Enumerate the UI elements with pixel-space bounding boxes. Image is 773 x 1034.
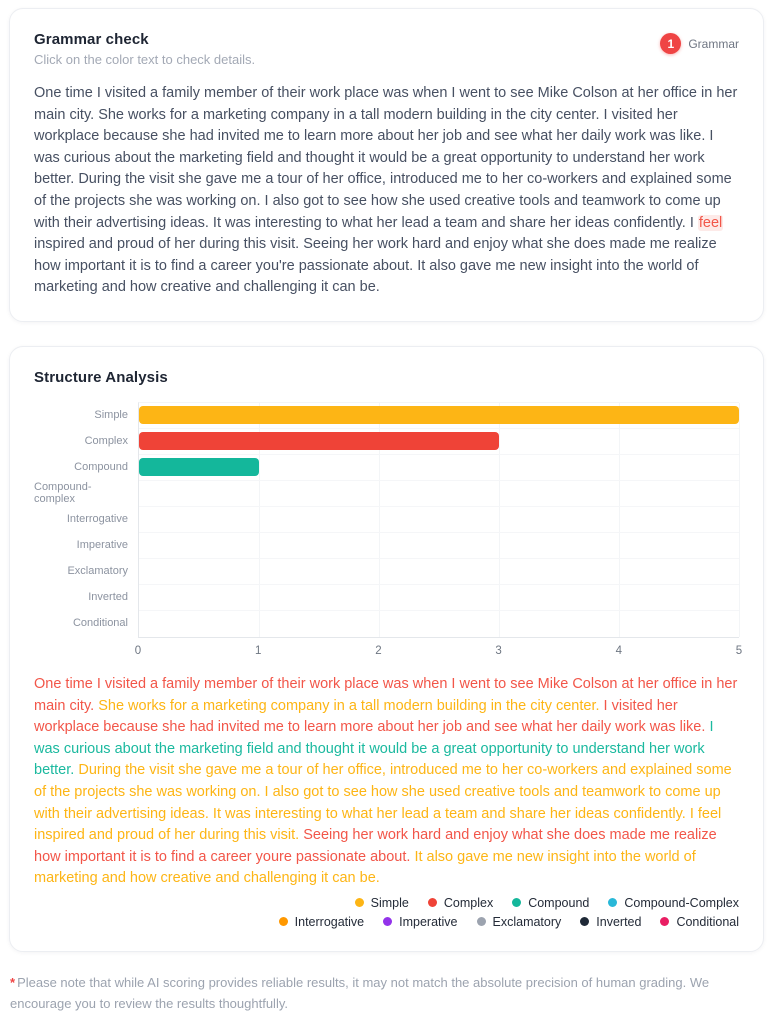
essay-text [34, 83, 739, 299]
legend-label: Inverted [596, 914, 642, 929]
grammar-badge-label: Grammar [688, 36, 739, 51]
legend-item-exclamatory[interactable] [477, 915, 562, 929]
bar-track [139, 611, 739, 637]
grammar-card-title: Grammar check [34, 31, 149, 48]
legend-item-compound-complex[interactable] [608, 896, 739, 910]
chart-legend [34, 896, 739, 929]
bar-compound [139, 458, 259, 476]
x-axis-tick-label: 3 [495, 644, 502, 657]
bar-track [139, 585, 739, 611]
x-axis-tick-label: 2 [375, 644, 382, 657]
grammar-count-badge [660, 33, 739, 54]
structure-card-title: Structure Analysis [34, 368, 168, 386]
bar-simple [139, 406, 739, 424]
legend-dot-icon [512, 898, 521, 907]
essay-before: One time I visited a family member of their work place was when I went to see Mike Colson at her office in her main city. She works for a marketing company in a tall modern building in the city center. I visited her workplace because she had invited me to learn more about her job and see what her daily work was like. I was curious about the marketing field and thought it would be a great opportunity to understand her work better. During the visit she gave me a tour of her office, introduced me to her co-workers and explained some of the projects she was working on. I also got to see how she used creative tools and teamwork to come up with their advertising ideas. It was interesting to what her lead a team and share her ideas confidently. I [34, 85, 738, 231]
legend-item-inverted[interactable] [580, 915, 641, 929]
category-label: Compound-complex [34, 480, 92, 505]
legend-dot-icon [660, 917, 669, 926]
chart-gridline [739, 403, 740, 637]
legend-dot-icon [428, 898, 437, 907]
legend-label: Imperative [399, 914, 458, 929]
chart-plot-area [138, 402, 739, 638]
legend-label: Exclamatory [492, 914, 562, 929]
legend-item-interrogative[interactable] [279, 915, 364, 929]
category-label: Inverted [88, 590, 128, 603]
legend-label: Interrogative [294, 914, 365, 929]
footer-disclaimer-text: Please note that while AI scoring provides reliable results, it may not match the absolute precision of human grading. We encourage you to review the results thoughtfully. [10, 974, 710, 1011]
legend-row [34, 915, 739, 929]
sentence-simple[interactable]: It also gave me new insight into the world of marketing and how creative and challenging it can be. [34, 848, 696, 887]
bar-complex [139, 432, 499, 450]
legend-label: Complex [443, 895, 494, 910]
footer-asterisk: * [10, 974, 16, 990]
legend-item-imperative[interactable] [383, 915, 457, 929]
legend-item-simple[interactable] [355, 896, 409, 910]
chart-x-axis [134, 638, 743, 662]
structure-analysis-card [9, 346, 764, 952]
structure-bar-chart [34, 402, 743, 662]
grammar-card-subtitle: Click on the color text to check details. [34, 52, 256, 67]
category-label: Simple [94, 408, 128, 421]
x-axis-tick-label: 4 [615, 644, 622, 657]
bar-track [139, 507, 739, 533]
x-axis-tick-label: 5 [735, 644, 743, 657]
sentence-complex[interactable]: I visited her workplace because she had invited me to learn more about her job and see what her daily work was like. [34, 697, 710, 736]
sentence-complex[interactable]: One time I visited a family member of their work place was when I went to see Mike Colson at her office in her main city. [34, 675, 738, 714]
grammar-check-card [9, 8, 764, 322]
x-axis-tick-label: 1 [254, 644, 262, 657]
grammar-card-heading [34, 31, 255, 67]
legend-label: Compound [528, 895, 590, 910]
sentence-complex[interactable]: Seeing her work hard and enjoy what she does made me realize how important it is to find a career youre passionate about. [34, 827, 717, 865]
category-label: Complex [84, 434, 128, 447]
legend-item-conditional[interactable] [660, 915, 739, 929]
legend-dot-icon [279, 917, 288, 926]
category-label: Exclamatory [67, 564, 128, 577]
essay-after: inspired and proud of her during this visit. Seeing her work hard and enjoy what she does made me realize how important it is to find a career you're passionate about. It also gave me new insight into the world of marketing and how creative and challenging it can be. [34, 236, 717, 296]
legend-row [34, 896, 739, 910]
chart-axis-spacer [34, 638, 138, 662]
x-axis-tick-label: 0 [134, 644, 142, 657]
legend-label: Conditional [676, 914, 739, 929]
legend-label: Simple [370, 895, 409, 910]
category-label: Compound [74, 460, 128, 473]
legend-item-compound[interactable] [512, 896, 589, 910]
grammar-card-header [34, 31, 739, 67]
bar-track [139, 559, 739, 585]
legend-item-complex[interactable] [428, 896, 493, 910]
bar-track [139, 533, 739, 559]
bar-track [139, 455, 739, 481]
bar-track [139, 403, 739, 429]
category-label: Interrogative [66, 512, 128, 525]
legend-dot-icon [355, 898, 364, 907]
category-label: Conditional [72, 616, 128, 629]
legend-dot-icon [383, 917, 392, 926]
sentence-simple[interactable]: During the visit she gave me a tour of her office, introduced me to her co-workers and explained some of the projects she was working on. I also got to see how she used creative tools and teamwork to come up with their advertising ideas. It was interesting to what her lead a team and share her ideas confidently. I feel inspired and proud of her during this visit. [34, 762, 732, 844]
bar-track [139, 481, 739, 507]
footer-disclaimer [9, 972, 764, 1014]
sentence-compound[interactable]: I was curious about the marketing field and thought it would be a great opportunity to understand her work better. [34, 719, 714, 779]
grammar-count: 1 [660, 33, 681, 54]
legend-label: Compound-Complex [624, 895, 739, 910]
legend-dot-icon [608, 898, 617, 907]
chart-category-labels [34, 402, 138, 638]
legend-dot-icon [477, 917, 486, 926]
colored-sentence-paragraph [34, 674, 739, 890]
legend-dot-icon [580, 917, 589, 926]
bar-track [139, 429, 739, 455]
sentence-simple[interactable]: She works for a marketing company in a tall modern building in the city center. [98, 697, 604, 714]
category-label: Imperative [76, 538, 128, 551]
grammar-error-highlight[interactable]: feel [698, 214, 723, 231]
